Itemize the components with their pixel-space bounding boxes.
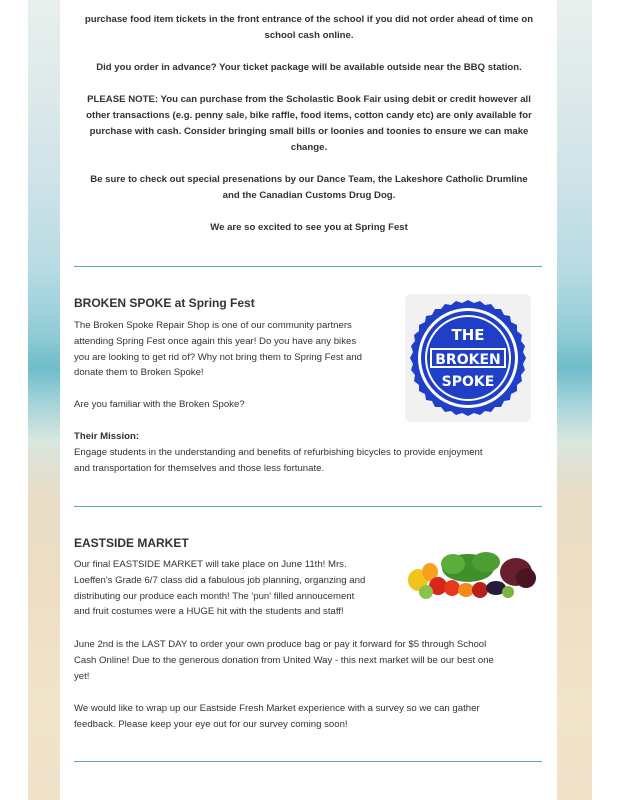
newsletter-card [60,0,557,800]
broken-spoke-line: donate them to Broken Spoke! [74,367,204,379]
advance-order-text: Did you order in advance? Your ticket package will be available outside near the BBQ station. [96,62,522,73]
page-margin-right [592,0,618,800]
intro-section [74,12,544,236]
produce-image [408,550,538,602]
eastside-line: yet! [74,670,90,682]
page-margin-left [0,0,28,800]
eastside-heading: EASTSIDE MARKET [74,536,189,550]
eastside-line: Cash Online! Due to the generous donation from United Way - this next market will be our best one [74,654,494,666]
broken-spoke-question: Are you familiar with the Broken Spoke? [74,399,245,410]
mission-line: and transportation for themselves and those less fortunate. [74,462,325,474]
eastside-paragraph-1 [74,557,404,620]
broken-spoke-line: attending Spring Fest once again this year! Do you have any bikes [74,335,357,347]
please-note-line-2: other transactions (e.g. penny sale, bike raffle, food items, cotton candy etc) are only available for [86,110,532,121]
logo-word-broken: BROKEN [435,352,501,368]
mission-line: Engage students in the understanding and benefits of refurbishing bicycles to provide enjoyment [74,447,483,458]
eastside-line: feedback. Please keep your eye out for our survey coming soon! [74,718,348,730]
eastside-paragraph-3 [74,701,549,733]
eastside-line: and fruit costumes were a HUGE hit with the students and staff! [74,606,344,618]
eastside-paragraph-2 [74,637,549,684]
intro-line-2: school cash online. [264,30,354,41]
broken-spoke-logo-icon [405,294,531,422]
excited-text: We are so excited to see you at Spring Fest [210,222,408,233]
divider-1 [74,266,542,267]
broken-spoke-logo [405,294,531,422]
broken-spoke-heading: BROKEN SPOKE at Spring Fest [74,296,255,310]
intro-line-1: purchase food item tickets in the front entrance of the school if you did not order ahead of time on [84,14,534,25]
please-note-line-3: purchase with cash. Consider bringing small bills or loonies and toonies to ensure we can make [89,126,529,137]
please-note-line-4: change. [290,142,328,153]
presentations-line-2: and the Canadian Customs Drug Dog. [222,190,396,201]
produce-icon [408,550,538,602]
presentations-line-1: Be sure to check out special presenations by our Dance Team, the Lakeshore Catholic Drumline [90,174,528,185]
eastside-line: Loeffen's Grade 6/7 class did a fabulous job planning, organzing and [74,574,366,586]
eastside-line: Our final EASTSIDE MARKET will take place on June 11th! Mrs. [74,559,347,570]
broken-spoke-line: The Broken Spoke Repair Shop is one of our community partners [74,320,352,331]
divider-2 [74,506,542,507]
eastside-line: June 2nd is the LAST DAY to order your own produce bag or pay it forward for $5 through School [74,639,487,650]
mission-text [74,445,544,477]
broken-spoke-paragraph [74,318,404,381]
logo-word-the: THE [451,326,485,344]
eastside-line: We would like to wrap up our Eastside Fresh Market experience with a survey so we can gather [74,703,480,714]
please-note-line-1: PLEASE NOTE: You can purchase from the Scholastic Book Fair using debit or credit however all [87,94,531,105]
eastside-line: distributing our produce each month! The 'pun' filled annoucement [74,590,355,602]
divider-3 [74,761,542,762]
logo-word-spoke: SPOKE [441,374,495,390]
mission-label: Their Mission: [74,431,140,442]
broken-spoke-line: you are looking to get rid of? Why not bring them to Spring Fest and [74,351,362,363]
